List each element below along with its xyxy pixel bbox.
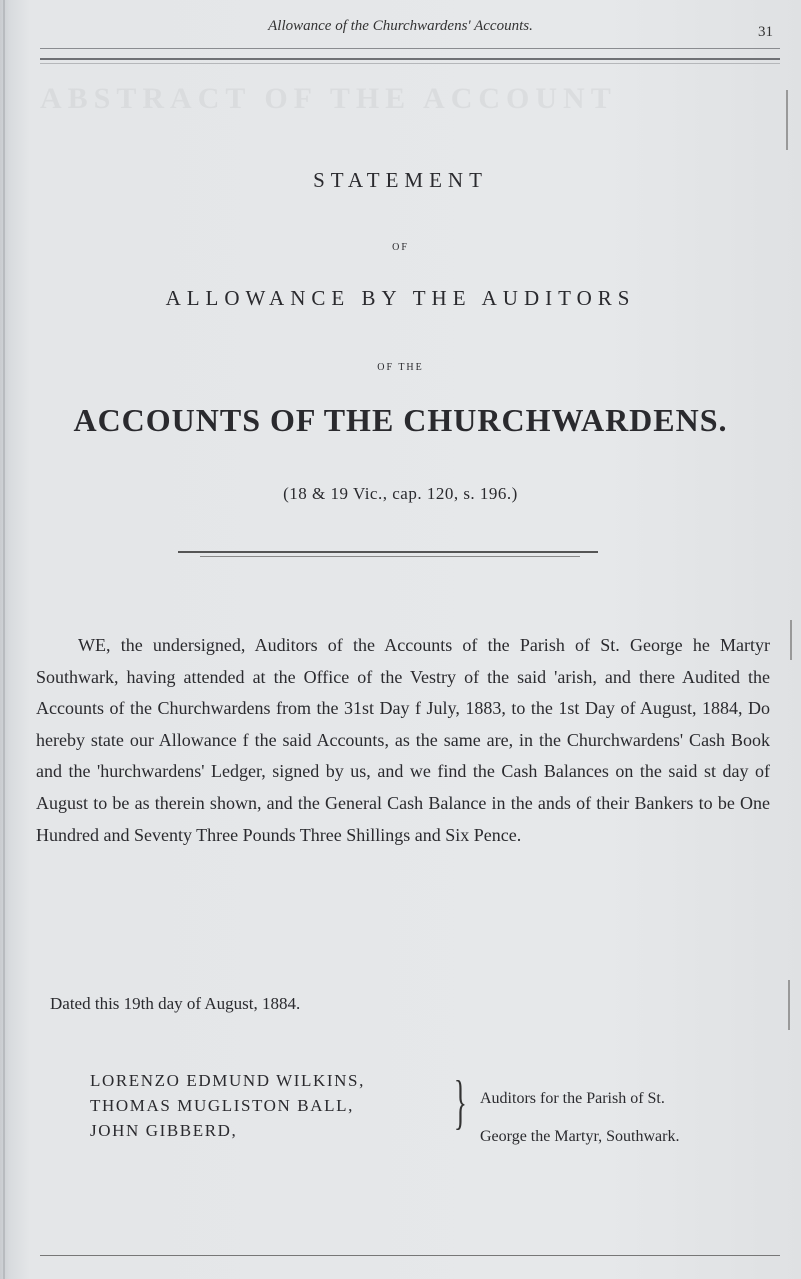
signatory: THOMAS MUGLISTON BALL, xyxy=(90,1096,354,1115)
binding-edge xyxy=(3,0,5,1279)
header-rule-thick xyxy=(40,58,780,60)
running-head: Allowance of the Churchwardens' Accounts. xyxy=(268,18,533,34)
of-the-connector: OF THE xyxy=(377,362,424,373)
dated-line: Dated this 19th day of August, 1884. xyxy=(50,994,301,1013)
signatory: LORENZO EDMUND WILKINS, xyxy=(90,1071,365,1090)
footer-rule xyxy=(40,1255,780,1256)
of-connector: OF xyxy=(392,242,409,253)
signatories-list xyxy=(90,1068,365,1143)
page-number: 31 xyxy=(758,24,773,40)
statute-citation: (18 & 19 Vic., cap. 120, s. 196.) xyxy=(283,484,518,503)
brace-mark: } xyxy=(453,1069,467,1135)
statement-heading: STATEMENT xyxy=(313,168,488,192)
header-rule-thin xyxy=(40,63,780,64)
margin-mark xyxy=(788,980,790,1030)
allowance-heading: ALLOWANCE BY THE AUDITORS xyxy=(165,286,636,310)
margin-mark xyxy=(790,620,792,660)
header-rule xyxy=(40,48,780,49)
bleed-through-text: ABSTRACT OF THE ACCOUNT xyxy=(40,82,617,115)
auditor-note-line: George the Martyr, Southwark. xyxy=(480,1128,680,1145)
margin-mark xyxy=(786,90,788,150)
section-divider xyxy=(178,551,598,553)
signatory: JOHN GIBBERD, xyxy=(90,1121,238,1140)
section-divider-thin xyxy=(200,556,580,557)
page-title: ACCOUNTS OF THE CHURCHWARDENS. xyxy=(73,402,728,438)
auditor-note-line: Auditors for the Parish of St. xyxy=(480,1090,665,1107)
statement-paragraph: WE, the undersigned, Auditors of the Accounts of the Parish of St. George he Martyr Southwark, having attended at the Office of the Vestry of the said 'arish, and there Audited the Accounts of the Churchwardens from the 31st Day f July, 1883, to the 1st Day of August, 1884, Do hereby state our Allowance f the said Accounts, as the same are, in the Churchwardens' Cash Book and the 'hurchwardens' Ledger, signed by us, and we find the Cash Balances on the said st day of August to be as therein shown, and the General Cash Balance in the ands of their Bankers to be One Hundred and Seventy Three Pounds Three Shillings and Six Pence. xyxy=(36,635,770,845)
auditor-designation xyxy=(480,1080,780,1156)
